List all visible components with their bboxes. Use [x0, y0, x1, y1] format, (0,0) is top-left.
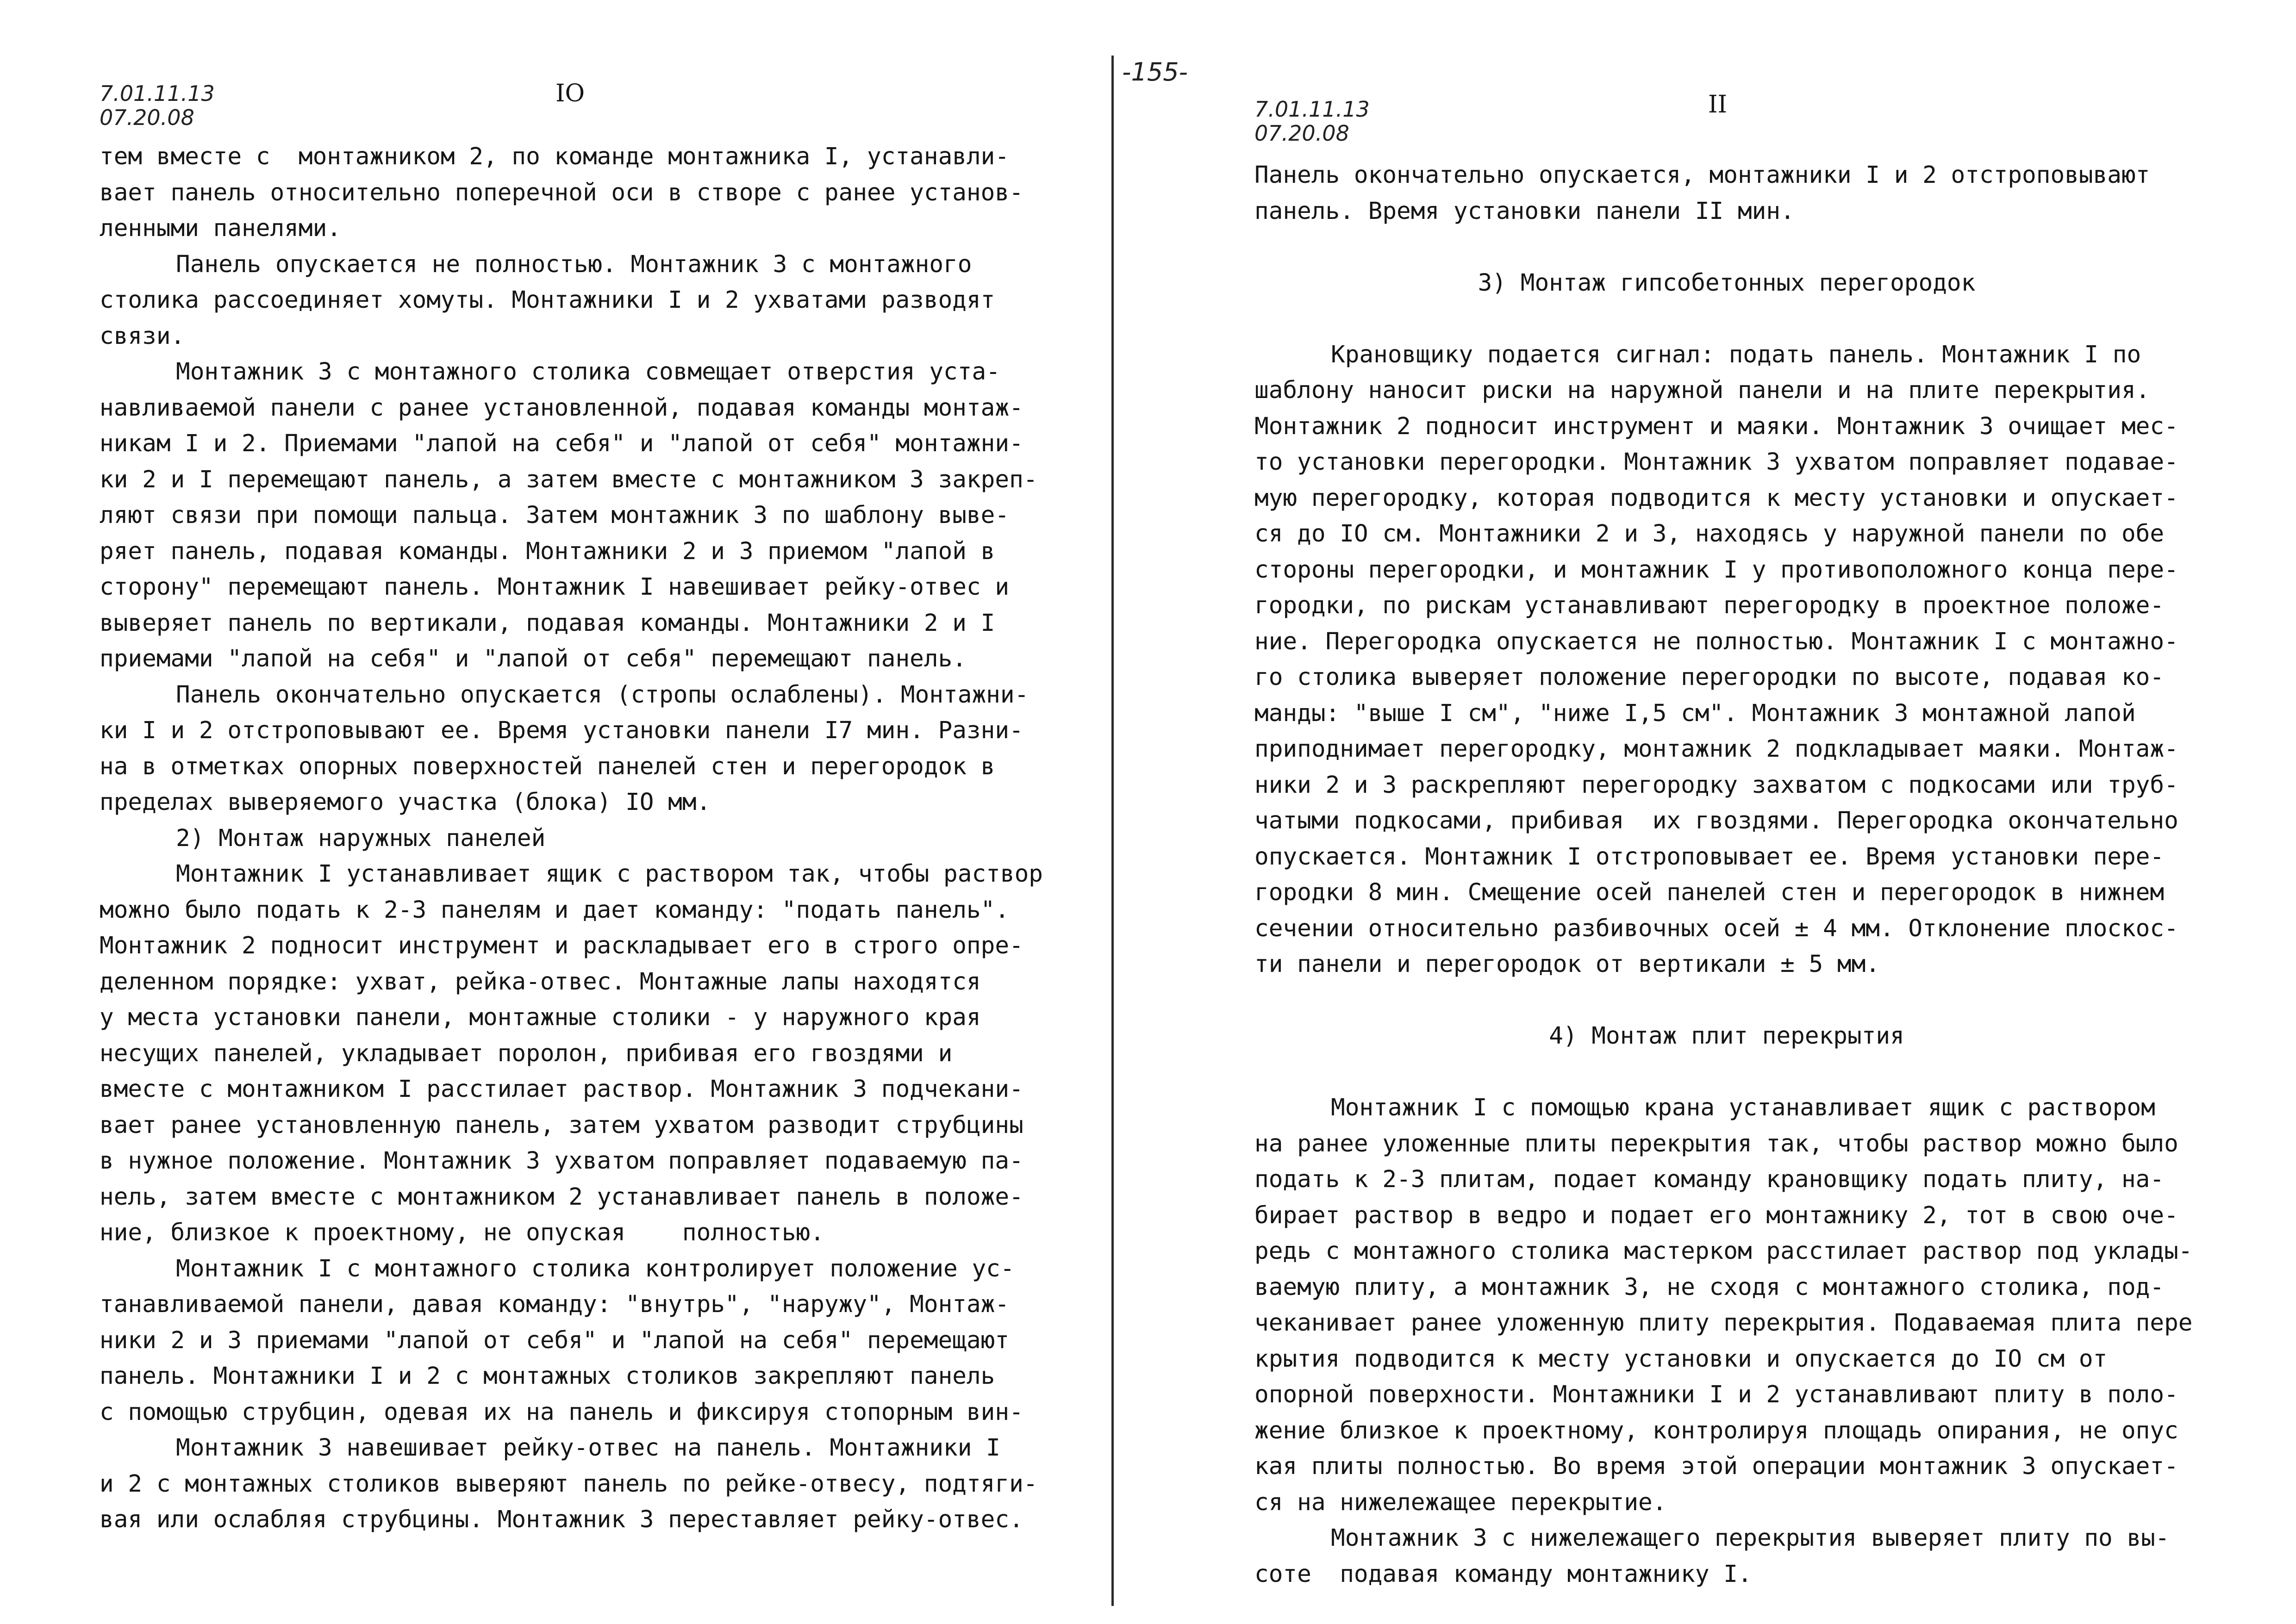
text-line: Панель окончательно опускается, монтажники I и 2 отстроповывают	[1254, 162, 2150, 189]
document-code-line: 07.20.08	[1254, 121, 1349, 146]
text-line: ники 2 и 3 приемами "лапой от себя" и "лапой на себя" перемещают	[100, 1326, 1010, 1354]
text-line: сторону" перемещают панель. Монтажник I навешивает рейку-отвес и	[100, 573, 1010, 601]
text-line: Монтажник I с помощью крана устанавливает ящик с раствором	[1331, 1094, 2155, 1121]
text-line: вая или ослабляя струбцины. Монтажник 3 переставляет рейку-отвес.	[100, 1506, 1023, 1533]
right-page	[1111, 0, 2296, 1624]
text-line: то установки перегородки. Монтажник 3 ухватом поправляет подавае-	[1254, 448, 2178, 476]
text-line: редь с монтажного столика мастерком расстилает раствор под уклады-	[1254, 1238, 2193, 1265]
text-line: подать к 2-3 плитам, подает команду крановщику подать плиту, на-	[1254, 1166, 2165, 1193]
text-line: манды: "выше I см", "ниже I,5 см". Монтажник 3 монтажной лапой	[1254, 699, 2136, 727]
text-line: у места установки панели, монтажные столики - у наружного края	[100, 1004, 981, 1031]
text-line: ки I и 2 отстроповывают ее. Время установки панели I7 мин. Разни-	[100, 717, 1023, 744]
document-code-line: 07.20.08	[100, 105, 194, 130]
text-line: связи.	[100, 322, 185, 350]
text-line: стороны перегородки, и монтажник I у противоположного конца пере-	[1254, 556, 2178, 584]
text-line: 2) Монтаж наружных панелей	[176, 824, 546, 852]
page-body-text	[1254, 157, 2199, 1592]
text-line: вает панель относительно поперечной оси в створе с ранее установ-	[100, 179, 1023, 206]
text-line: в нужное положение. Монтажник 3 ухватом поправляет подаваемую па-	[100, 1147, 1023, 1175]
text-line: тем вместе с монтажником 2, по команде монтажника I, устанавли-	[100, 143, 1010, 170]
text-line: Монтажник 3 навешивает рейку-отвес на панель. Монтажники I	[176, 1434, 1000, 1462]
text-line: шаблону наносит риски на наружной панели и на плите перекрытия.	[1254, 377, 2150, 404]
text-line: бирает раствор в ведро и подает его монтажнику 2, тот в свою оче-	[1254, 1201, 2178, 1229]
section-heading: 3) Монтаж гипсобетонных перегородок	[1478, 269, 1976, 297]
document-code-line: 7.01.11.13	[1254, 97, 1370, 122]
left-page	[0, 0, 1111, 1624]
text-line: Панель опускается не полностью. Монтажник 3 с монтажного	[176, 250, 972, 278]
text-line: Монтажник I с монтажного столика контролирует положение ус-	[176, 1255, 1015, 1282]
text-line: Монтажник 2 подносит инструмент и маяки. Монтажник 3 очищает мес-	[1254, 412, 2178, 440]
text-line: ляют связи при помощи пальца. Затем монтажник 3 по шаблону выве-	[100, 502, 1010, 529]
text-line: на в отметках опорных поверхностей панелей стен и перегородок в	[100, 753, 995, 780]
document-code	[100, 81, 215, 130]
text-line: ся на нижележащее перекрытие.	[1254, 1488, 1667, 1516]
text-line: приемами "лапой на себя" и "лапой от себя" перемещают панель.	[100, 645, 967, 672]
text-line: Монтажник I устанавливает ящик с раствором так, чтобы раствор	[176, 860, 1043, 888]
text-line: го столика выверяет положение перегородки по высоте, подавая ко-	[1254, 664, 2165, 691]
section-heading: 4) Монтаж плит перекрытия	[1549, 1022, 1904, 1050]
text-line: опорной поверхности. Монтажники I и 2 устанавливают плиту в поло-	[1254, 1381, 2178, 1408]
text-line: танавливаемой панели, давая команду: "внутрь", "наружу", Монтаж-	[100, 1291, 1010, 1318]
text-line: выверяет панель по вертикали, подавая команды. Монтажники 2 и I	[100, 609, 995, 637]
text-line: навливаемой панели с ранее установленной, подавая команды монтаж-	[100, 394, 1023, 422]
blank-line	[1254, 301, 2199, 337]
text-line: ваемую плиту, а монтажник 3, не сходя с монтажного столика, под-	[1254, 1273, 2165, 1301]
text-line: опускается. Монтажник I отстроповывает ее. Время установки пере-	[1254, 843, 2165, 871]
text-line: жение близкое к проектному, контролируя площадь опирания, не опус	[1254, 1417, 2178, 1444]
text-line: ленными панелями.	[100, 215, 341, 242]
text-line: вместе с монтажником I расстилает раствор. Монтажник 3 подчекани-	[100, 1076, 1023, 1103]
text-line: ние, близкое к проектному, не опуская полностью.	[100, 1219, 824, 1246]
text-line: пределах выверяемого участка (блока) IO мм.	[100, 789, 711, 816]
text-line: чеканивает ранее уложенную плиту перекрытия. Подаваемая плита пере	[1254, 1309, 2193, 1337]
text-line: соте подавая команду монтажнику I.	[1254, 1560, 1752, 1588]
text-line: чатыми подкосами, прибивая их гвоздями. Перегородка окончательно	[1254, 807, 2178, 834]
text-line: ники 2 и 3 раскрепляют перегородку захватом с подкосами или труб-	[1254, 771, 2178, 799]
text-line: Крановщику подается сигнал: подать панель. Монтажник I по	[1331, 341, 2141, 368]
text-line: ние. Перегородка опускается не полностью. Монтажник I с монтажно-	[1254, 628, 2178, 655]
text-line: Монтажник 2 подносит инструмент и раскладывает его в строго опре-	[100, 932, 1023, 959]
text-line: нель, затем вместе с монтажником 2 устанавливает панель в положе-	[100, 1183, 1023, 1211]
text-line: кая плиты полностью. Во время этой операции монтажник 3 опускает-	[1254, 1453, 2178, 1480]
text-line: городки 8 мин. Смещение осей панелей стен и перегородок в нижнем	[1254, 879, 2165, 906]
text-line: и 2 с монтажных столиков выверяют панель по рейке-отвесу, подтяги-	[100, 1470, 1038, 1498]
text-line: ки 2 и I перемещают панель, а затем вместе с монтажником 3 закреп-	[100, 466, 1038, 493]
page-number: IO	[555, 80, 585, 107]
text-line: ти панели и перегородок от вертикали ± 5 мм.	[1254, 951, 1880, 978]
text-line: городки, по рискам устанавливают перегородку в проектное положе-	[1254, 592, 2165, 619]
page-body-text	[100, 139, 1043, 1538]
blank-line	[1254, 983, 2199, 1019]
text-line: Монтажник 3 с нижележащего перекрытия выверяет плиту по вы-	[1331, 1524, 2170, 1552]
text-line: вает ранее установленную панель, затем ухватом разводит струбцины	[100, 1111, 1023, 1139]
text-line: приподнимает перегородку, монтажник 2 подкладывает маяки. Монтаж-	[1254, 735, 2178, 763]
text-line: можно было подать к 2-3 панелям и дает команду: "подать панель".	[100, 896, 1010, 924]
text-line: Панель окончательно опускается (стропы ослаблены). Монтажни-	[176, 681, 1029, 709]
text-line: ся до IO см. Монтажники 2 и 3, находясь у наружной панели по обе	[1254, 520, 2165, 548]
text-line: ряет панель, подавая команды. Монтажники 2 и 3 приемом "лапой в	[100, 537, 995, 565]
text-line: сечении относительно разбивочных осей ± 4 мм. Отклонение плоскос-	[1254, 915, 2178, 942]
text-line: с помощью струбцин, одевая их на панель и фиксируя стопорным вин-	[100, 1398, 1023, 1426]
archive-page-stamp: -155-	[1122, 57, 1188, 87]
text-line: на ранее уложенные плиты перекрытия так, чтобы раствор можно было	[1254, 1130, 2178, 1157]
text-line: крытия подводится к месту установки и опускается до IO см от	[1254, 1345, 2108, 1373]
text-line: несущих панелей, укладывает поролон, прибивая его гвоздями и	[100, 1039, 953, 1067]
text-line: деленном порядке: ухват, рейка-отвес. Монтажные лапы находятся	[100, 968, 981, 996]
text-line: панель. Время установки панели II мин.	[1254, 197, 1795, 225]
text-line: панель. Монтажники I и 2 с монтажных столиков закрепляют панель	[100, 1363, 995, 1390]
text-line: Монтажник 3 с монтажного столика совмещает отверстия уста-	[176, 358, 1000, 386]
text-line: столика рассоединяет хомуты. Монтажники I и 2 ухватами разводят	[100, 286, 995, 314]
text-line: мую перегородку, которая подводится к месту установки и опускает-	[1254, 484, 2178, 512]
blank-line	[1254, 1054, 2199, 1090]
document-code-line: 7.01.11.13	[100, 81, 215, 106]
document-code	[1254, 97, 1370, 145]
text-line: никам I и 2. Приемами "лапой на себя" и "лапой от себя" монтажни-	[100, 430, 1023, 457]
blank-line	[1254, 229, 2199, 265]
page-number: II	[1708, 91, 1728, 118]
